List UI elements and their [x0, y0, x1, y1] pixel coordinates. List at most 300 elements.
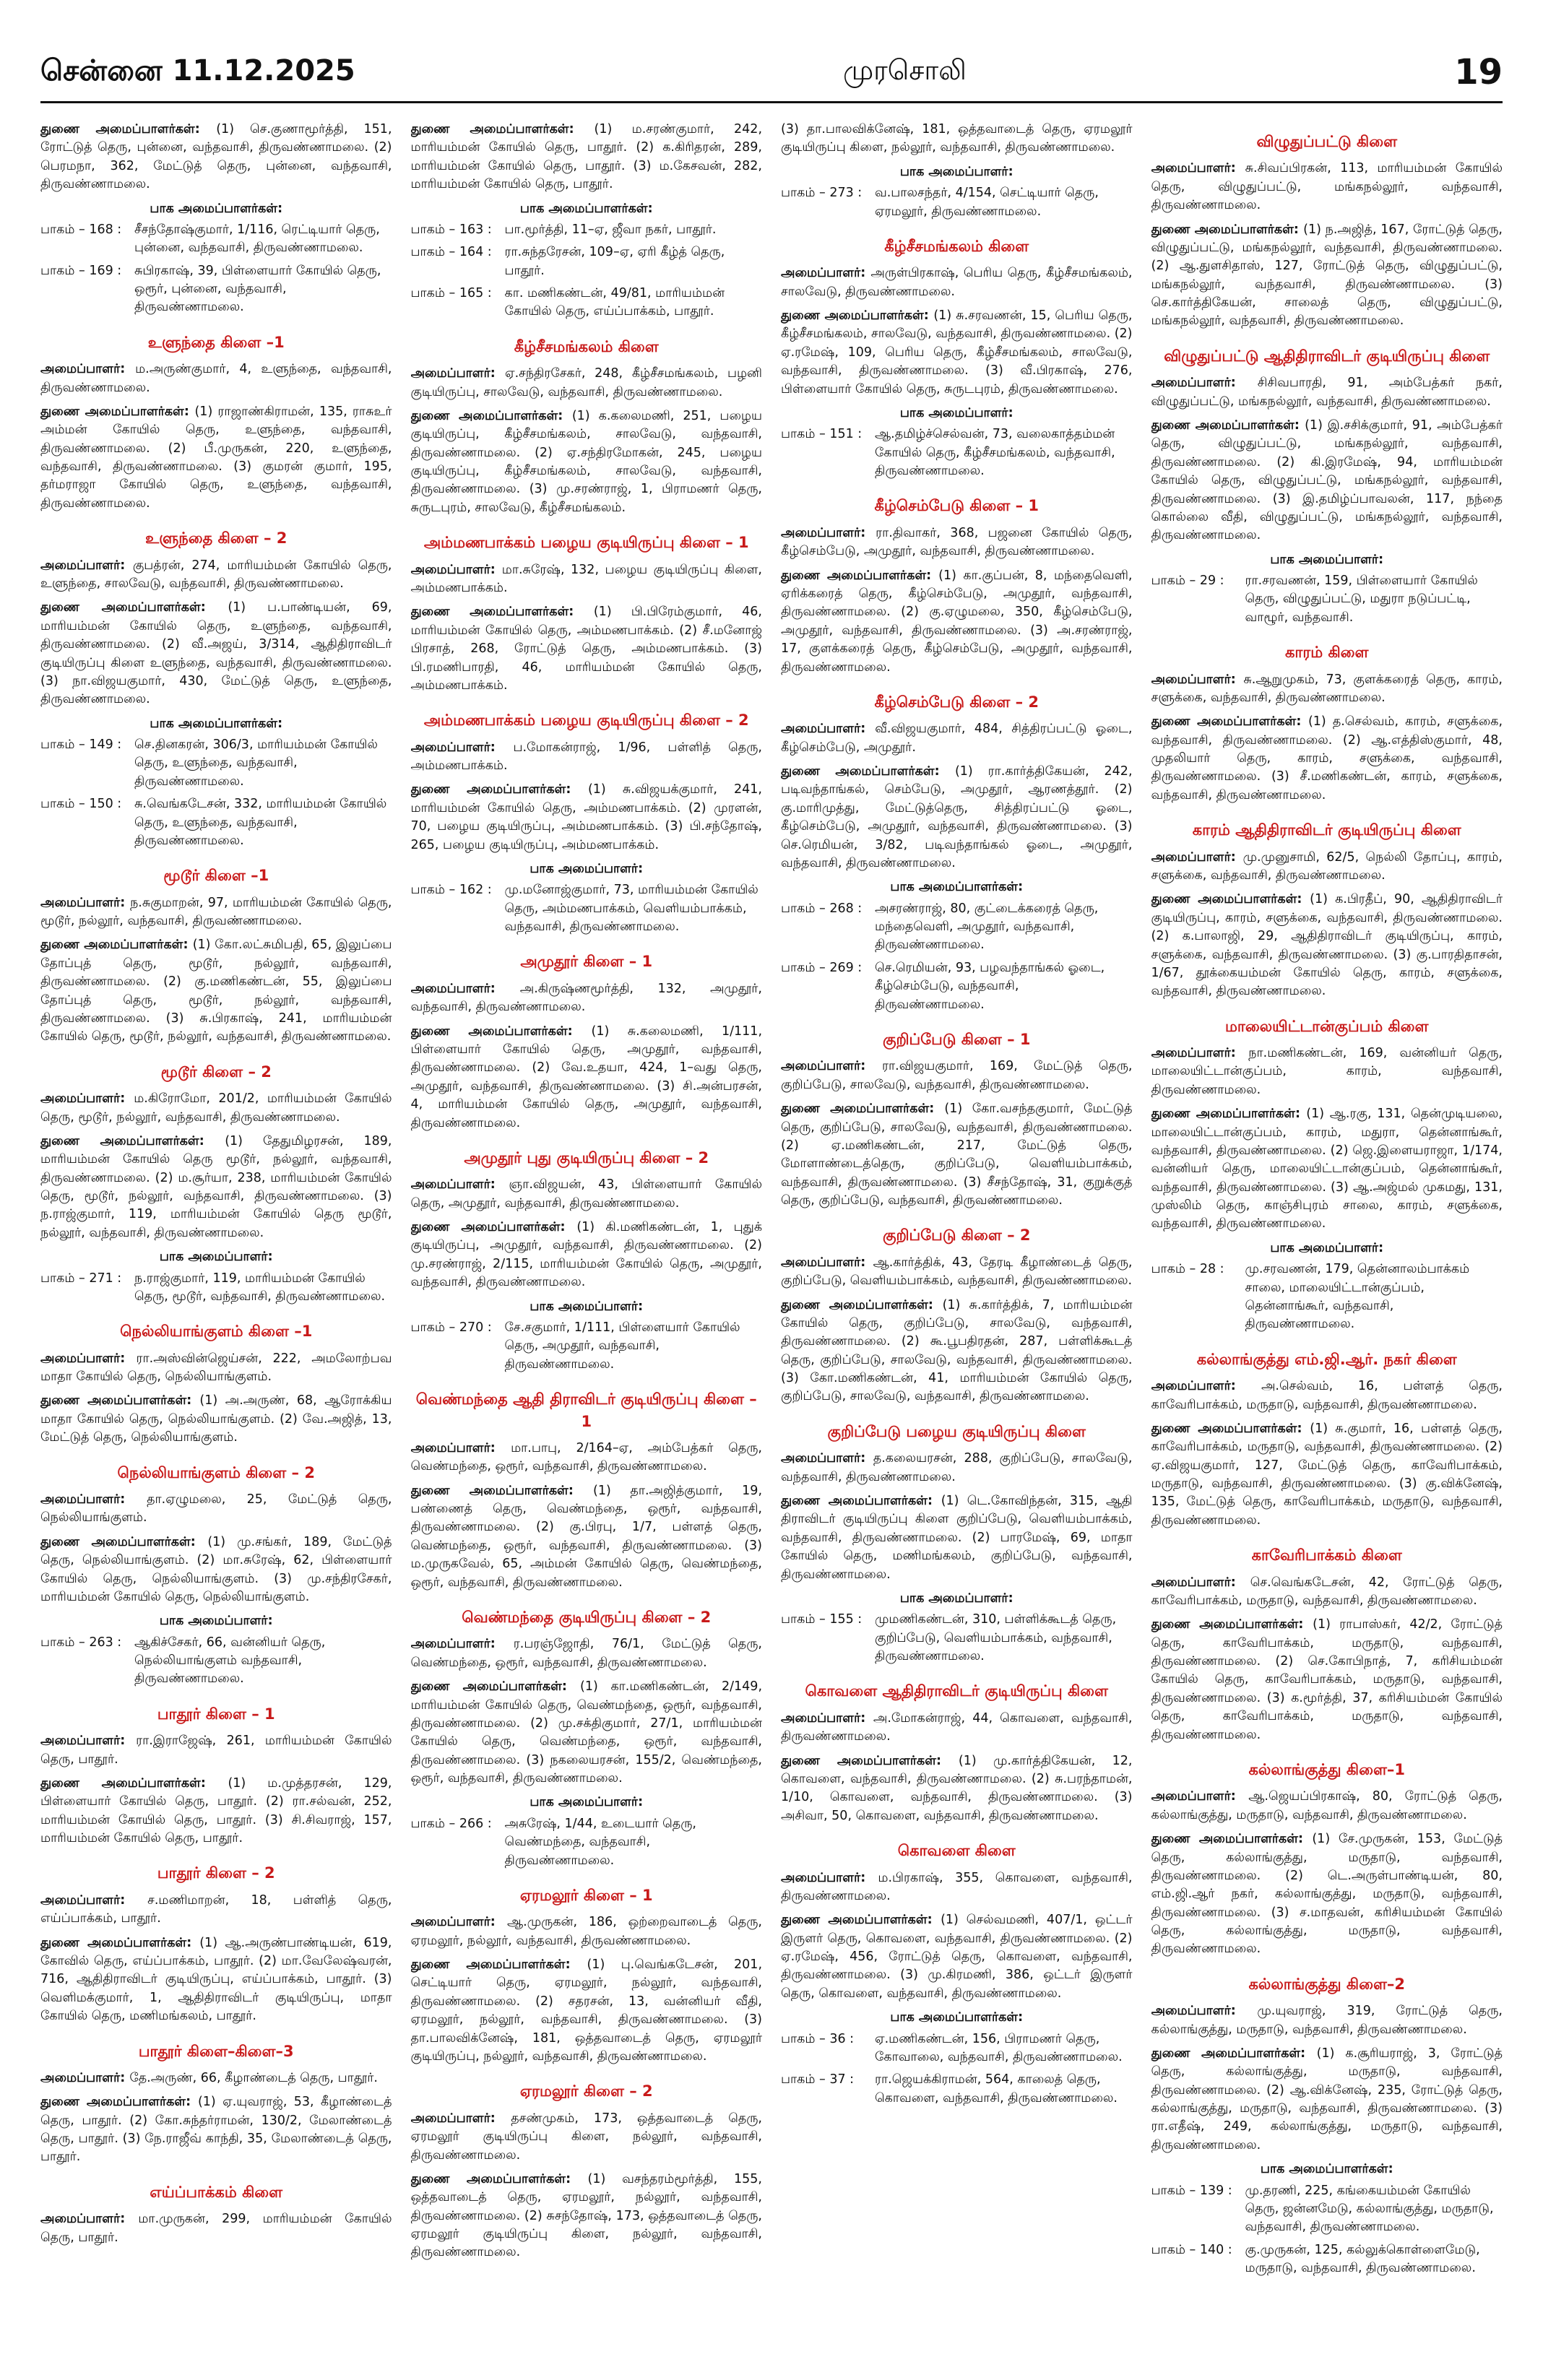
- branch-title: வெண்மந்தை குடியிருப்பு கிளை – 2: [462, 1608, 712, 1626]
- entry-text: வீ.விஜயகுமார், 484, சித்திரப்பட்டு ஓடை, கீழ்செம்பேடு, அமுதூர்.: [781, 722, 1133, 755]
- entry-paragraph: [1151, 891, 1503, 1000]
- booth-row: [781, 959, 1133, 1014]
- entry-paragraph: [781, 1100, 1133, 1210]
- entry-text: ஏ.சந்திரசேகர், 248, கீழ்சீசமங்கலம், பழனி குடியிருப்பு, சாலவேடு, வந்தவாசி, திருவண்ணாமலை.: [410, 366, 762, 399]
- entry-label: துணை அமைப்பாளர்கள்:: [410, 1679, 581, 1695]
- entry-text: ப.மோகன்ராஜ், 1/96, பள்ளித் தெரு, அம்மணபாக்கம்.: [410, 740, 762, 774]
- entry-label: அமைப்பாளர்:: [781, 525, 876, 540]
- branch-section: [781, 495, 1133, 676]
- entry-label: அமைப்பாளர்:: [40, 1492, 147, 1507]
- entry-text: ஆ.ஜெயப்பிரகாஷ், 80, ரோட்டுத் தெரு, கல்லாங்குத்து, மருதாடு, வந்தவாசி, திருவண்ணாமலை.: [1151, 1789, 1503, 1822]
- branch-section: [1151, 1544, 1503, 1744]
- entry-label: துணை அமைப்பாளர்கள்:: [781, 1913, 941, 1928]
- entry-label: அமைப்பாளர்:: [1151, 1379, 1261, 1394]
- entry-text: நா.மணிகண்டன், 169, வன்னியர் தெரு, மாலையிட்டான்குப்பம், காரம், வந்தவாசி, திருவண்ணாமலை.: [1151, 1046, 1503, 1097]
- entry-label: துணை அமைப்பாளர்கள்:: [1151, 418, 1305, 433]
- entry-text: (3) தா.பாலவிக்னேஷ், 181, ஒத்தவாடைத் தெரு, ஏரமலூர் குடியிருப்பு கிளை, நல்லூர், வந்தவாசி, திருவண்ணாமலை.: [781, 122, 1133, 155]
- entry-paragraph: [411, 121, 763, 194]
- entry-text: ர.பரஞ்ஜோதி, 76/1, மேட்டுத் தெரு, வெண்மந்தை, ஒரூர், வந்தவாசி, திருவண்ணாமலை.: [410, 1637, 762, 1670]
- entry-text: (1) மு.சங்கர், 189, மேட்டுத் தெரு, நெல்லியாங்குளம். (2) மா.சுரேஷ், 62, பிள்ளையார் கோயில் தெரு, நெல்லியாங்குளம். (3) மு.சந்திரசேகர், மாரியம்மன் கோயில் தெரு, நெல்லியாங்குளம்.: [40, 1534, 392, 1604]
- branch-title: மூடூர் கிளை – 2: [160, 1063, 272, 1081]
- entry-label: துணை அமைப்பாளர்கள்:: [781, 1494, 941, 1508]
- entry-label: அமைப்பாளர்:: [410, 740, 514, 755]
- entry-paragraph: [1151, 221, 1503, 331]
- entry-text: ஆ.கார்த்திக், 43, தேரடி கீழாண்டைத் தெரு, குறிப்பேடு, வெளியம்பாக்கம், வந்தவாசி, திருவண்ணாமலை.: [781, 1255, 1133, 1289]
- entry-label: அமைப்பாளர்:: [781, 266, 871, 281]
- booth-text: வ.பாலசந்தர், 4/154, செட்டியார் தெரு, ஏரமலூர், திருவண்ணாமலை.: [875, 186, 1099, 219]
- booth-number: பாகம் – 162 :: [410, 883, 492, 898]
- entry-text: ச.மணிமாறன், 18, பள்ளித் தெரு, எய்ப்பாக்கம், பாதூர்.: [40, 1892, 392, 1926]
- branch-section: [1151, 345, 1503, 627]
- entry-text: (1) சு.கார்த்திக், 7, மாரியம்மன் கோயில் தெரு, குறிப்பேடு, சாலவேடு, வந்தவாசி, திருவண்ணாமலை. (2) கூ.பூபதிரதன், 287, பள்ளிக்கூடத் தெரு, குறிப்பேடு, சாலவேடு, வந்தவாசி, திருவண்ணாமலை. (3) கோ.மணிகண்டன், 41, மாரியம்மன் கோயில் தெரு, குறிப்பேடு, சாலவேடு, வந்தவாசி, திருவண்ணாமலை.: [781, 1297, 1133, 1404]
- booth-text: கா. மணிகண்டன், 49/81, மாரியம்மன் கோயில் தெரு, எய்ப்பாக்கம், பாதூர்.: [504, 286, 725, 319]
- branch-section: [40, 121, 392, 317]
- branch-title: குறிப்பேடு பழைய குடியிருப்பு கிளை: [827, 1422, 1086, 1440]
- sub-heading: பாக அமைப்பாளர்:: [899, 164, 1013, 179]
- entry-label: அமைப்பாளர்:: [410, 1440, 511, 1455]
- branch-title: குறிப்பேடு கிளை – 2: [882, 1226, 1031, 1245]
- entry-label: துணை அமைப்பாளர்கள்:: [410, 2171, 588, 2186]
- entry-text: (1) ப.பாண்டியன், 69, மாரியம்மன் கோயில் தெரு, உளுந்தை, வந்தவாசி, திருவண்ணாமலை. (2) வீ.அஜய், 3/314, ஆதிதிராவிடர் குடியிருப்பு கிளை உளுந்தை, வந்தவாசி, திருவண்ணாமலை. (3) நா.விஜயகுமார், 430, மேட்டுத் தெரு, உளுந்தை, திருவண்ணாமலை.: [40, 600, 392, 707]
- entry-paragraph: [781, 1752, 1133, 1826]
- entry-label: அமைப்பாளர்:: [1151, 161, 1245, 176]
- entry-label: துணை அமைப்பாளர்கள்:: [1151, 1832, 1313, 1847]
- branch-section: [40, 1462, 392, 1689]
- entry-label: அமைப்பாளர்:: [1151, 849, 1243, 865]
- entry-paragraph: [1151, 849, 1503, 886]
- branch-section: [40, 2041, 392, 2167]
- entry-paragraph: [411, 1956, 763, 2066]
- entry-label: அமைப்பாளர்:: [781, 1870, 878, 1885]
- entry-text: (1) த.செல்வம், காரம், சளுக்கை, வந்தவாசி, திருவண்ணாமலை. (2) ஆ.எத்திஸ்குமார், 48, முதலியார் தெரு, காரம், சளுக்கை, வந்தவாசி, திருவண்ணாமலை. (3) சீ.மணிகண்டன், காரம், சளுக்கை, வந்தவாசி, திருவண்ணாமலை.: [1151, 714, 1503, 802]
- branch-title: விழுதுப்பட்டு ஆதிதிராவிடர் குடியிருப்பு கிளை: [1164, 347, 1490, 365]
- entry-text: தே.அருண், 66, கீழாண்டைத் தெரு, பாதூர்.: [129, 2070, 378, 2085]
- branch-section: [781, 1840, 1133, 2108]
- entry-paragraph: [411, 365, 763, 402]
- entry-paragraph: [781, 1492, 1133, 1584]
- booth-row: [411, 881, 763, 936]
- entry-text: ரா.விஜயகுமார், 169, மேட்டுத் தெரு, குறிப்பேடு, சாலவேடு, வந்தவாசி, திருவண்ணாமலை.: [781, 1059, 1133, 1092]
- entry-label: துணை அமைப்பாளர்கள்:: [40, 1133, 225, 1148]
- entry-paragraph: [411, 980, 763, 1017]
- entry-paragraph: [40, 1892, 392, 1929]
- booth-text: சீசந்தோஷ்குமார், 1/116, ரெட்டியார் தெரு, புன்னை, வந்தவாசி, திருவண்ணாமலை.: [134, 222, 380, 256]
- entry-label: துணை அமைப்பாளர்கள்:: [1151, 2046, 1317, 2061]
- booth-number: பாகம் – 165 :: [410, 286, 492, 300]
- entry-paragraph: [411, 1219, 763, 1292]
- booth-row: [781, 184, 1133, 221]
- entry-label: துணை அமைப்பாளர்கள்:: [410, 408, 572, 423]
- entry-text: அ.செல்வம், 16, பள்ளத் தெரு, காவேரிபாக்கம், மருதாடு, வந்தவாசி, திருவண்ணாமலை.: [1151, 1379, 1503, 1412]
- branch-section: [411, 336, 763, 517]
- entry-label: துணை அமைப்பாளர்கள்:: [40, 1393, 200, 1408]
- sub-heading: பாக அமைப்பாளர்:: [530, 1795, 644, 1810]
- branch-title: கீழ்செம்பேடு கிளை – 1: [874, 497, 1040, 515]
- booth-number: பாகம் – 139 :: [1151, 2183, 1232, 2198]
- booth-row: [1151, 2182, 1503, 2237]
- entry-text: (1) சு.கலைமணி, 1/111, பிள்ளையார் கோயில் தெரு, அமுதூர், வந்தவாசி, திருவண்ணாமலை. (2) வே.உதயா, 424, 1–வது தெரு, அமுதூர், வந்தவாசி, திருவண்ணாமலை. (3) சி.அன்பரசன், 4, மாரியம்மன் கோயில் தெரு, அமுதூர், வந்தவாசி, திருவண்ணாமலை.: [410, 1024, 762, 1130]
- entry-label: அமைப்பாளர்:: [40, 1734, 137, 1749]
- entry-paragraph: [1151, 1420, 1503, 1530]
- branch-title: வெண்மந்தை ஆதி திராவிடர் குடியிருப்பு கிளை –1: [415, 1390, 757, 1430]
- branch-title: உளுந்தை கிளை –1: [147, 333, 285, 351]
- entry-text: (1) சே.முருகன், 153, மேட்டுத் தெரு, கல்லாங்குத்து, மருதாடு, வந்தவாசி, திருவண்ணாமலை. (2) டெ.அருள்பாண்டியன், 80, எம்.ஜி.ஆர் நகர், கல்லாங்குத்து, மருதாடு, வந்தவாசி, திருவண்ணாமலை. (3) ச.மாதவன், கரிசியம்மன் கோயில் தெரு, கல்லாங்குத்து, மருதாடு, வந்தவாசி, திருவண்ணாமலை.: [1151, 1832, 1503, 1957]
- entry-text: (1) க.கலைமணி, 251, பழைய குடியிருப்பு, கீழ்சீசமங்கலம், சாலவேடு, வந்தவாசி, திருவண்ணாமலை. (2) ஏ.சந்திரமோகன், 245, பழைய குடியிருப்பு, கீழ்சீசமங்கலம், சாலவேடு, வந்தவாசி, திருவண்ணாமலை. (3) மு.சரண்ராஜ், 1, பிராமணர் தெரு, சுருடபுரம், சாலவேடு, கீழ்சீசமங்கலம்.: [410, 408, 762, 515]
- entry-text: (1) பி.பிரேம்குமார், 46, மாரியம்மன் கோயில் தெரு, அம்மணபாக்கம். (2) சீ.மனோஜ் பிரசாத், 268, ரோட்டுத் தெரு, அம்மணபாக்கம். (3) பி.ரமணிபாரதி, 46, மாரியம்மன் கோயில் தெரு, அம்மணபாக்கம்.: [410, 605, 762, 693]
- entry-label: துணை அமைப்பாளர்கள்:: [40, 600, 228, 615]
- entry-paragraph: [781, 264, 1133, 301]
- entry-paragraph: [1151, 160, 1503, 215]
- entry-paragraph: [40, 403, 392, 513]
- masthead: [40, 43, 1503, 103]
- booth-text: பா.மூர்த்தி, 11–ஏ, ஜீவா நகர், பாதூர்.: [504, 222, 717, 237]
- entry-paragraph: [40, 1775, 392, 1848]
- branch-section: [411, 532, 763, 695]
- entry-text: (1) தேதுமிழரசன், 189, மாரியம்மன் கோயில் தெரு மூடூர், நல்லூர், வந்தவாசி, திருவண்ணாமலை. (2) ம.சூர்யா, 238, மாரியம்மன் கோயில் தெரு, மூடூர், நல்லூர், வந்தவாசி, திருவண்ணாமலை. (3) ந.ராஜ்குமார், 119, மாரியம்மன் கோயில் தெரு மூடூர், நல்லூர், வந்தவாசி, திருவண்ணாமலை.: [40, 1133, 392, 1240]
- booth-row: [411, 243, 763, 280]
- booth-number: பாகம் – 37 :: [781, 2072, 855, 2087]
- entry-paragraph: [40, 2069, 392, 2087]
- branch-section: [40, 1061, 392, 1307]
- entry-paragraph: [411, 561, 763, 598]
- booth-number: பாகம் – 269 :: [781, 960, 863, 975]
- entry-text: (1) பு.வெங்கடேசன், 201, செட்டியார் தெரு, ஏரமலூர், நல்லூர், வந்தவாசி, திருவண்ணாமலை. (2) சதரசன், 13, வன்னியர் வீதி, ஏரமலூர், நல்லூர், வந்தவாசி, திருவண்ணாமலை. (3) தா.பாலவிக்னேஷ், 181, ஒத்தவாடைத் தெரு, ஏரமலூர் குடியிருப்பு, நல்லூர், வந்தவாசி, திருவண்ணாமலை.: [410, 1957, 762, 2064]
- entry-label: துணை அமைப்பாளர்கள்:: [781, 568, 939, 583]
- booth-number: பாகம் – 169 :: [40, 263, 122, 278]
- entry-label: அமைப்பாளர்:: [410, 981, 520, 996]
- booth-row: [411, 221, 763, 239]
- booth-number: பாகம் – 36 :: [781, 2031, 855, 2046]
- entry-label: அமைப்பாளர்:: [40, 362, 136, 377]
- entry-label: அமைப்பாளர்:: [40, 2212, 139, 2227]
- entry-paragraph: [411, 1440, 763, 1476]
- entry-paragraph: [40, 894, 392, 931]
- entry-label: துணை அமைப்பாளர்கள்:: [410, 122, 595, 137]
- booth-row: [781, 2030, 1133, 2067]
- entry-text: ம.கிரோமோ, 201/2, மாரியம்மன் கோயில் தெரு, மூடூர், நல்லூர், வந்தவாசி, திருவண்ணாமலை.: [40, 1091, 392, 1125]
- branch-section: [1151, 1973, 1503, 2278]
- branch-section: [40, 332, 392, 513]
- entry-text: சு.ஆறுமுகம், 73, குளக்கரைத் தெரு, காரம், சளுக்கை, வந்தவாசி, திருவண்ணாமலை.: [1151, 672, 1503, 705]
- booth-text: ரா.சரவணன், 159, பிள்ளையார் கோயில் தெரு, விழுதுப்பட்டு, மதுரா நடுப்பட்டி, வாழூர், வந்தவாசி.: [1245, 574, 1478, 625]
- branch-section: [411, 951, 763, 1132]
- sub-heading: பாக அமைப்பாளர்கள்:: [890, 2010, 1024, 2025]
- branch-title: பாதூர் கிளை–கிளை–3: [138, 2042, 294, 2060]
- entry-paragraph: [781, 1297, 1133, 1406]
- entry-text: (1) ரா.கார்த்திகேயன், 242, படிவந்தாங்கல், செம்பேடு, அமுதூர், ஆரணத்தூர். (2) கு.மாரிமுத்து, மேட்டுத்தெரு, சித்திரப்பட்டு ஓடை, கீழ்செம்பேடு, அமுதூர், வந்தவாசி, திருவண்ணாமலை. (3) செ.ரெமியன், 3/82, படிவந்தாங்கல் ஓடை, அமுதூர், வந்தவாசி, திருவண்ணாமலை.: [781, 764, 1133, 870]
- entry-label: துணை அமைப்பாளர்கள்:: [40, 1775, 228, 1791]
- sub-heading: பாக அமைப்பாளர்:: [1270, 552, 1384, 567]
- booth-text: மு.தரணி, 225, கங்கையம்மன் கோயில் தெரு, ஜன்னமேடு, கல்லாங்குத்து, மருதாடு, வந்தவாசி, திருவண்ணாமலை.: [1245, 2183, 1494, 2235]
- entry-label: துணை அமைப்பாளர்கள்:: [40, 122, 217, 137]
- entry-paragraph: [40, 121, 392, 194]
- entry-paragraph: [781, 524, 1133, 561]
- booth-text: சு.வெங்கடேசன், 332, மாரியம்மன் கோயில் தெரு, உளுந்தை, வந்தவாசி, திருவண்ணாமலை.: [134, 797, 387, 848]
- entry-text: ஞா.விஜயன், 43, பிள்ளையார் கோயில் தெரு, அமுதூர், வந்தவாசி, திருவண்ணாமலை.: [410, 1177, 762, 1211]
- entry-text: அ.கிருஷ்ணமூர்த்தி, 132, அமுதூர், வந்தவாசி, திருவண்ணாமலை.: [410, 981, 762, 1015]
- booth-row: [1151, 572, 1503, 627]
- branch-title: காரம் ஆதிதிராவிடர் குடியிருப்பு கிளை: [1192, 821, 1461, 839]
- booth-text: முமணிகண்டன், 310, பள்ளிக்கூடத் தெரு, குறிப்பேடு, வெளியம்பாக்கம், வந்தவாசி, திருவண்ணாமலை.: [875, 1612, 1117, 1663]
- entry-paragraph: [40, 1350, 392, 1387]
- entry-text: (1) கோ.வசந்தகுமார், மேட்டுத் தெரு, குறிப்பேடு, சாலவேடு, வந்தவாசி, திருவண்ணாமலை. (2) ஏ.மணிகண்டன், 217, மேட்டுத் தெரு, மோளாண்டைத்தெரு, குறிப்பேடு, வெளியம்பாக்கம், வந்தவாசி, திருவண்ணாமலை. (3) சீசந்தோஷ், 31, குறுக்குத் தெரு, குறிப்பேடு, வந்தவாசி, திருவண்ணாமலை.: [781, 1102, 1133, 1208]
- entry-text: ம.அருண்குமார், 4, உளுந்தை, வந்தவாசி, திருவண்ணாமலை.: [40, 362, 392, 395]
- branch-section: [411, 1884, 763, 2066]
- entry-label: அமைப்பாளர்:: [1151, 1789, 1249, 1804]
- branch-section: [40, 865, 392, 1046]
- booth-text: அசுரேஷ், 1/44, உடையார் தெரு, வெண்மந்தை, வந்தவாசி, திருவண்ணாமலை.: [504, 1816, 696, 1868]
- entry-label: அமைப்பாளர்:: [1151, 2004, 1258, 2019]
- entry-label: அமைப்பாளர்:: [40, 1091, 134, 1107]
- entry-paragraph: [781, 567, 1133, 677]
- booth-number: பாகம் – 168 :: [40, 222, 122, 237]
- entry-label: துணை அமைப்பாளர்கள்:: [410, 1220, 577, 1235]
- branch-section: [1151, 1349, 1503, 1530]
- booth-text: சுபிரகாஷ், 39, பிள்ளையார் கோயில் தெரு, ஒரூர், புன்னை, வந்தவாசி, திருவண்ணாமலை.: [134, 263, 381, 315]
- sub-heading: பாக அமைப்பாளர்:: [1270, 1240, 1384, 1255]
- entry-paragraph: [40, 1533, 392, 1607]
- entry-text: மு.யுவராஜ், 319, ரோட்டுத் தெரு, கல்லாங்குத்து, மருதாடு, வந்தவாசி, திருவண்ணாமலை.: [1151, 2004, 1503, 2037]
- entry-paragraph: [1151, 1788, 1503, 1825]
- entry-paragraph: [40, 2210, 392, 2247]
- entry-paragraph: [1151, 1616, 1503, 1744]
- booth-number: பாகம் – 151 :: [781, 427, 863, 442]
- entry-label: அமைப்பாளர்:: [410, 1637, 514, 1652]
- booth-number: பாகம் – 29 :: [1151, 574, 1224, 588]
- sub-heading: பாக அமைப்பாளர்கள்:: [519, 201, 653, 216]
- newspaper-name: முரசொலி: [842, 54, 967, 86]
- booth-row: [781, 900, 1133, 955]
- entry-label: அமைப்பாளர்:: [40, 1892, 148, 1908]
- booth-number: பாகம் – 164 :: [410, 245, 492, 260]
- booth-text: ஆகிச்சேகர், 66, வன்னியர் தெரு, நெல்லியாங்குளம் வந்தவாசி, திருவண்ணாமலை.: [134, 1635, 326, 1687]
- booth-number: பாகம் – 270 :: [410, 1320, 492, 1335]
- entry-label: அமைப்பாளர்:: [781, 1255, 873, 1270]
- branch-section: [411, 1147, 763, 1374]
- branch-section: [40, 2181, 392, 2247]
- sub-heading: பாக அமைப்பாளர்:: [530, 1299, 644, 1314]
- branch-section: [411, 1388, 763, 1592]
- branch-section: [781, 1029, 1133, 1210]
- entry-text: (1) ந.அஜித், 167, ரோட்டுத் தெரு, விழுதுப்பட்டு, மங்கநல்லூர், வந்தவாசி, திருவண்ணாமலை. (2) ஆ.துளசிதாஸ், 127, ரோட்டுத் தெரு, விழுதுப்பட்டு, மங்கநல்லூர், வந்தவாசி, திருவண்ணாமலை. (3) செ.கார்த்திகேயன், சாலைத் தெரு, விழுதுப்பட்டு, மங்கநல்லூர், வந்தவாசி, திருவண்ணாமலை.: [1151, 222, 1503, 329]
- branch-title: ஏரமலூர் கிளை – 2: [519, 2082, 653, 2100]
- entry-label: துணை அமைப்பாளர்கள்:: [781, 1102, 945, 1117]
- entry-text: சிசிவபாரதி, 91, அம்பேத்கர் நகர், விழுதுப்பட்டு, மங்கநல்லூர், வந்தவாசி, திருவண்ணாமலை.: [1151, 376, 1503, 409]
- entry-label: துணை அமைப்பாளர்கள்:: [1151, 1617, 1313, 1632]
- booth-row: [40, 1270, 392, 1307]
- entry-paragraph: [40, 1090, 392, 1127]
- entry-paragraph: [40, 557, 392, 594]
- entry-text: (1) ராஜாண்கிராமன், 135, ராசுஉர் அம்மன் கோயில் தெரு, உளுந்தை, வந்தவாசி, திருவண்ணாமலை. (2) பீ.முருகன், 220, உளுந்தை, வந்தவாசி, திருவண்ணாமலை. (3) குமரன் குமார், 195, தர்மராஜா கோயில் தெரு, உளுந்தை, வந்தவாசி, திருவண்ணாமலை.: [40, 404, 392, 511]
- entry-label: துணை அமைப்பாளர்கள்:: [781, 308, 934, 324]
- branch-title: கொவளை கிளை: [897, 1842, 1016, 1860]
- entry-text: அ.மோகன்ராஜ், 44, கொவளை, வந்தவாசி, திருவண்ணாமலை.: [781, 1710, 1133, 1744]
- entry-label: துணை அமைப்பாளர்கள்:: [781, 764, 955, 779]
- booth-text: அசரண்ராஜ், 80, குட்டைக்கரைத் தெரு, மந்தைவெளி, அமுதூர், வந்தவாசி, திருவண்ணாமலை.: [875, 901, 1099, 953]
- entry-text: (1) தா.அஜித்குமார், 19, பண்ணைத் தெரு, வெண்மந்தை, ஒரூர், வந்தவாசி, திருவண்ணாமலை. (2) கு.பிரபு, 1/7, பள்ளத் தெரு, வெண்மந்தை, ஒரூர், வந்தவாசி, திருவண்ணாமலை. (3) ம.முருகவேல், 65, அம்மன் கோயில் தெரு, வெண்மந்தை, ஒரூர், வந்தவாசி, திருவண்ணாமலை.: [410, 1483, 762, 1590]
- entry-paragraph: [40, 1392, 392, 1447]
- branch-section: [1151, 131, 1503, 331]
- branch-title: எய்ப்பாக்கம் கிளை: [150, 2183, 283, 2201]
- booth-row: [40, 262, 392, 317]
- entry-text: ம.பிரகாஷ், 355, கொவளை, வந்தவாசி, திருவண்ணாமலை.: [781, 1870, 1133, 1903]
- branch-title: கீழ்சீசமங்கலம் கிளை: [884, 237, 1029, 255]
- booth-number: பாகம் – 150 :: [40, 797, 122, 812]
- entry-label: அமைப்பாளர்:: [1151, 1575, 1250, 1590]
- booth-text: மு.மனோஜ்குமார், 73, மாரியம்மன் கோயில் தெரு, அம்மணபாக்கம், வெளியம்பாக்கம், வந்தவாசி, திருவண்ணாமலை.: [504, 883, 758, 935]
- branch-section: [40, 1703, 392, 1848]
- entry-label: துணை அமைப்பாளர்கள்:: [410, 605, 594, 620]
- entry-paragraph: [1151, 1574, 1503, 1611]
- booth-number: பாகம் – 273 :: [781, 186, 863, 201]
- sub-heading: பாக அமைப்பாளர்:: [159, 1250, 273, 1265]
- booth-row: [781, 2071, 1133, 2108]
- entry-paragraph: [40, 1491, 392, 1528]
- entry-text: தசண்முகம், 173, ஒத்தவாடைத் தெரு, ஏரமலூர் குடியிருப்பு கிளை, நல்லூர், வந்தவாசி, திருவண்ணாமலை.: [410, 2111, 762, 2163]
- entry-label: துணை அமைப்பாளர்கள்:: [781, 1753, 959, 1768]
- entry-text: த.கலையரசன், 288, குறிப்பேடு, சாலவேடு, வந்தவாசி, திருவண்ணாமலை.: [781, 1451, 1133, 1484]
- entry-paragraph: [411, 1913, 763, 1950]
- booth-row: [1151, 1260, 1503, 1334]
- entry-text: ரா.திவாகர், 368, பஜனை கோயில் தெரு, கீழ்செம்பேடு, அமுதூர், வந்தவாசி, திருவண்ணாமலை.: [781, 525, 1133, 559]
- entry-paragraph: [781, 121, 1133, 157]
- entry-text: (1) கி.மணிகண்டன், 1, புதுக் குடியிருப்பு, அமுதூர், வந்தவாசி, திருவண்ணாமலை. (2) மு.சரண்ராஜ், 2/115, மாரியம்மன் கோயில் தெரு, அமுதூர், வந்தவாசி, திருவண்ணாமலை.: [410, 1220, 762, 1290]
- branch-title: கொவளை ஆதிதிராவிடர் குடியிருப்பு கிளை: [805, 1682, 1109, 1700]
- entry-text: (1) கா.குப்பன், 8, மந்தைவெளி, ஏரிக்கரைத் தெரு, கீழ்செம்பேடு, அமுதூர், வந்தவாசி, திருவண்ணாமலை. (2) கு.ஏழுமலை, 350, கீழ்செம்பேடு, அமுதூர், வந்தவாசி, திருவண்ணாமலை. (3) அ.சரண்ராஜ், 17, குளக்கரைத் தெரு, கீழ்செம்பேடு, அமுதூர், வந்தவாசி, திருவண்ணாமலை.: [781, 568, 1133, 675]
- branch-section: [411, 709, 763, 936]
- entry-paragraph: [40, 1133, 392, 1242]
- entry-label: துணை அமைப்பாளர்கள்:: [1151, 892, 1310, 907]
- entry-label: துணை அமைப்பாளர்கள்:: [1151, 222, 1304, 237]
- entry-text: ந.சுகுமாறன், 97, மாரியம்மன் கோயில் தெரு, மூடூர், நல்லூர், வந்தவாசி, திருவண்ணாமலை.: [40, 895, 392, 929]
- column-2: [411, 121, 763, 2367]
- booth-row: [40, 221, 392, 258]
- branch-section: [1151, 819, 1503, 1000]
- entry-paragraph: [411, 1176, 763, 1213]
- entry-paragraph: [1151, 1105, 1503, 1234]
- entry-paragraph: [781, 720, 1133, 757]
- entry-label: துணை அமைப்பாளர்கள்:: [40, 1935, 200, 1950]
- booth-text: சே.சகுமார், 1/111, பிள்ளையார் கோயில் தெரு, அமுதூர், வந்தவாசி, திருவண்ணாமலை.: [504, 1320, 740, 1372]
- entry-text: (1) க.பிரதீப், 90, ஆதிதிராவிடர் குடியிருப்பு, காரம், சளுக்கை, வந்தவாசி, திருவண்ணாமலை. (2) க.பாலாஜி, 29, ஆதிதிராவிடர் குடியிருப்பு, காரம், சளுக்கை, வந்தவாசி, திருவண்ணாமலை. (3) கு.பாரதிதாசன், 1/67, தூக்கையம்மன் கோயில் தெரு, காரம், சளுக்கை, வந்தவாசி, திருவண்ணாமலை.: [1151, 892, 1503, 999]
- branch-title: காவேரிபாக்கம் கிளை: [1251, 1546, 1402, 1565]
- entry-label: அமைப்பாளர்:: [410, 2111, 511, 2126]
- entry-label: துணை அமைப்பாளர்கள்:: [1151, 714, 1308, 730]
- booth-number: பாகம் – 268 :: [781, 901, 863, 916]
- entry-paragraph: [781, 1911, 1133, 2003]
- entry-text: (1) சு.குமார், 16, பள்ளத் தெரு, காவேரிபாக்கம், மருதாடு, வந்தவாசி, திருவண்ணாமலை. (2) ஏ.விஜயகுமார், 127, மேட்டுத் தெரு, காவேரிபாக்கம், மருதாடு, வந்தவாசி, திருவண்ணாமலை. (3) கு.விக்னேஷ், 135, மேட்டுத் தெரு, காவேரிபாக்கம், மருதாடு, வந்தவாசி, திருவண்ணாமலை.: [1151, 1421, 1503, 1528]
- booth-text: ரா.சுந்தரேசன், 109–ஏ, ஏரி கீழ்த் தெரு, பாதூர்.: [504, 245, 725, 278]
- branch-section: [781, 691, 1133, 1014]
- entry-label: துணை அமைப்பாளர்கள்:: [40, 938, 193, 953]
- entry-text: (1) ஏ.யுவராஜ், 53, கீழாண்டைத் தெரு, பாதூர். (2) கோ.சுந்தர்ராமன், 130/2, மேலாண்டைத் தெரு, பாதூர். (3) நே.ராஜீவ் காந்தி, 35, மேலாண்டைத் தெரு, பாதூர்.: [40, 2095, 392, 2165]
- branch-section: [40, 527, 392, 850]
- entry-label: அமைப்பாளர்:: [40, 1351, 137, 1366]
- entry-text: (1) வசந்தரம்மூர்த்தி, 155, ஒத்தவாடைத் தெரு, ஏரமலூர், நல்லூர், வந்தவாசி, திருவண்ணாமலை. (2) சுசந்தோஷ், 173, ஒத்தவாடைத் தெரு, ஏரமலூர் குடியிருப்பு கிளை, நல்லூர், வந்தவாசி, திருவண்ணாமலை.: [410, 2171, 762, 2260]
- entry-paragraph: [781, 1254, 1133, 1291]
- branch-title: காரம் கிளை: [1285, 644, 1369, 662]
- booth-row: [781, 1611, 1133, 1666]
- entry-paragraph: [1151, 713, 1503, 805]
- entry-paragraph: [1151, 1044, 1503, 1099]
- entry-paragraph: [1151, 671, 1503, 708]
- branch-section: [1151, 1759, 1503, 1959]
- entry-paragraph: [1151, 417, 1503, 545]
- booth-number: பாகம் – 155 :: [781, 1612, 863, 1627]
- entry-text: (1) க.சூரியராஜ், 3, ரோட்டுத் தெரு, கல்லாங்குத்து, மருதாடு, வந்தவாசி, திருவண்ணாமலை. (2) ஆ.விக்னேஷ், 235, ரோட்டுத் தெரு, கல்லாங்குத்து, மருதாடு, வந்தவாசி, திருவண்ணாமலை. (3) ரா.எதீஷ், 249, கல்லாங்குத்து, மருதாடு, வந்தவாசி, திருவண்ணாமலை.: [1151, 2046, 1503, 2152]
- entry-label: அமைப்பாளர்:: [410, 1177, 509, 1193]
- booth-number: பாகம் – 271 :: [40, 1271, 122, 1286]
- entry-paragraph: [411, 781, 763, 854]
- entry-text: (1) இ.சசிக்குமார், 91, அம்பேத்கர் தெரு, விழுதுப்பட்டு, மங்கநல்லூர், வந்தவாசி, திருவண்ணாமலை. (2) கி.இரமேஷ், 94, மாரியம்மன் கோயில் தெரு, விழுதுப்பட்டு, மங்கநல்லூர், வந்தவாசி, திருவண்ணாமலை. (3) இ.தமிழ்ப்பாவலன், 117, நந்தை கொல்லை வீதி, விழுதுப்பட்டு, மங்கநல்லூர், வந்தவாசி, திருவண்ணாமலை.: [1151, 418, 1503, 543]
- booth-text: ஆ.தமிழ்ச்செல்வன், 73, வலைகாத்தம்மன் கோயில் தெரு, கீழ்சீசமங்கலம், வந்தவாசி, திருவண்ணாமலை.: [875, 427, 1115, 479]
- branch-section: [781, 1224, 1133, 1406]
- entry-paragraph: [411, 1678, 763, 1788]
- branch-section: [781, 121, 1133, 221]
- entry-text: (1) மு.கார்த்திகேயன், 12, கொவளை, வந்தவாசி, திருவண்ணாமலை. (2) சு.பரந்தாமன், 1/10, கொவளை, வந்தவாசி, திருவண்ணாமலை. (3) அசிவா, 50, கொவளை, வந்தவாசி, திருவண்ணாமலை.: [781, 1753, 1133, 1823]
- entry-label: அமைப்பாளர்:: [781, 1710, 873, 1726]
- entry-paragraph: [40, 936, 392, 1046]
- entry-label: அமைப்பாளர்:: [1151, 1046, 1249, 1061]
- entry-label: அமைப்பாளர்:: [410, 562, 502, 577]
- branch-title: மாலையிட்டான்குப்பம் கிளை: [1224, 1017, 1429, 1035]
- entry-paragraph: [781, 1057, 1133, 1094]
- entry-text: அருள்பிரகாஷ், பெரிய தெரு, கீழ்சீசமங்கலம், சாலவேடு, திருவண்ணாமலை.: [781, 266, 1133, 299]
- branch-section: [40, 1862, 392, 2025]
- entry-paragraph: [781, 1710, 1133, 1747]
- branch-title: கீழ்செம்பேடு கிளை – 2: [874, 693, 1040, 711]
- column-4: [1151, 121, 1503, 2367]
- branch-title: நெல்லியாங்குளம் கிளை –1: [120, 1323, 313, 1341]
- branch-title: கல்லாங்குத்து எம்.ஜி.ஆர். நகர் கிளை: [1196, 1350, 1457, 1368]
- entry-text: தா.ஏழுமலை, 25, மேட்டுத் தெரு, நெல்லியாங்குளம்.: [40, 1492, 392, 1526]
- entry-label: துணை அமைப்பாளர்கள்:: [1151, 1421, 1310, 1436]
- entry-text: மு.முனுசாமி, 62/5, நெல்லி தோப்பு, காரம், சளுக்கை, வந்தவாசி, திருவண்ணாமலை.: [1151, 849, 1503, 883]
- entry-text: (1) ம.சரண்குமார், 242, மாரியம்மன் கோயில் தெரு, பாதூர். (2) க.கிரிதரன், 289, மாரியம்மன் கோயில் தெரு, பாதூர். (3) ம.கேசவன், 282, மாரியம்மன் கோயில் தெரு, பாதூர்.: [410, 122, 762, 192]
- branch-section: [781, 235, 1133, 481]
- entry-label: துணை அமைப்பாளர்கள்:: [410, 1483, 594, 1498]
- article-columns: [40, 121, 1503, 2367]
- entry-label: அமைப்பாளர்:: [40, 2070, 130, 2085]
- entry-label: துணை அமைப்பாளர்கள்:: [781, 1297, 943, 1312]
- entry-text: (1) செல்வமணி, 407/1, ஒட்டர் இருளர் தெரு, கொவளை, வந்தவாசி, திருவண்ணாமலை. (2) ஏ.ரமேஷ், 456, ரோட்டுத் தெரு, கொவளை, வந்தவாசி, திருவண்ணாமலை. (3) மு.கிரமணி, 386, ஒட்டர் இருளர் தெரு, கொவளை, வந்தவாசி, திருவண்ணாமலை.: [781, 1913, 1133, 2001]
- booth-row: [411, 1319, 763, 1374]
- column-1: [40, 121, 392, 2367]
- booth-number: பாகம் – 140 :: [1151, 2242, 1232, 2257]
- booth-number: பாகம் – 266 :: [410, 1816, 492, 1831]
- sub-heading: பாக அமைப்பாளர்கள்:: [1260, 2162, 1393, 2177]
- entry-paragraph: [40, 2093, 392, 2167]
- entry-text: (1) ம.முத்தரசன், 129, பிள்ளையார் கோயில் தெரு, பாதூர். (2) ரா.சல்வன், 252, மாரியம்மன் கோயில் தெரு, பாதூர். (3) சி.சிவராஜ், 157, மாரியம்மன் கோயில் தெரு, பாதூர்.: [40, 1775, 392, 1846]
- entry-text: மா.சுரேஷ், 132, பழைய குடியிருப்பு கிளை, அம்மணபாக்கம்.: [410, 562, 762, 595]
- booth-text: ரா.ஜெயக்கிராமன், 564, காலைத் தெரு, கொவளை, வந்தவாசி, திருவண்ணாமலை.: [875, 2072, 1118, 2106]
- booth-row: [40, 1634, 392, 1689]
- entry-paragraph: [40, 360, 392, 397]
- entry-text: ஆ.முருகன், 186, ஒற்றைவாடைத் தெரு, ஏரமலூர், நல்லூர், வந்தவாசி, திருவண்ணாமலை.: [410, 1915, 762, 1948]
- branch-title: அம்மணபாக்கம் பழைய குடியிருப்பு கிளை – 2: [423, 711, 749, 730]
- entry-text: குபத்ரன், 274, மாரியம்மன் கோயில் தெரு, உளுந்தை, சாலவேடு, வந்தவாசி, திருவண்ணாமலை.: [40, 558, 392, 591]
- entry-paragraph: [1151, 374, 1503, 411]
- entry-label: துணை அமைப்பாளர்கள்:: [410, 1024, 592, 1039]
- booth-number: பாகம் – 163 :: [410, 222, 492, 237]
- branch-section: [40, 1320, 392, 1447]
- entry-paragraph: [781, 1450, 1133, 1487]
- sub-heading: பாக அமைப்பாளர்:: [159, 1614, 273, 1629]
- entry-paragraph: [781, 763, 1133, 873]
- booth-number: பாகம் – 263 :: [40, 1635, 122, 1650]
- entry-label: துணை அமைப்பாளர்கள்:: [1151, 1107, 1307, 1122]
- entry-text: (1) செ.குணாமூர்த்தி, 151, ரோட்டுத் தெரு, புன்னை, வந்தவாசி, திருவண்ணாமலை. (2) பெரமநா, 362, மேட்டுத் தெரு, புன்னை, வந்தவாசி, திருவண்ணாமலை.: [40, 122, 392, 192]
